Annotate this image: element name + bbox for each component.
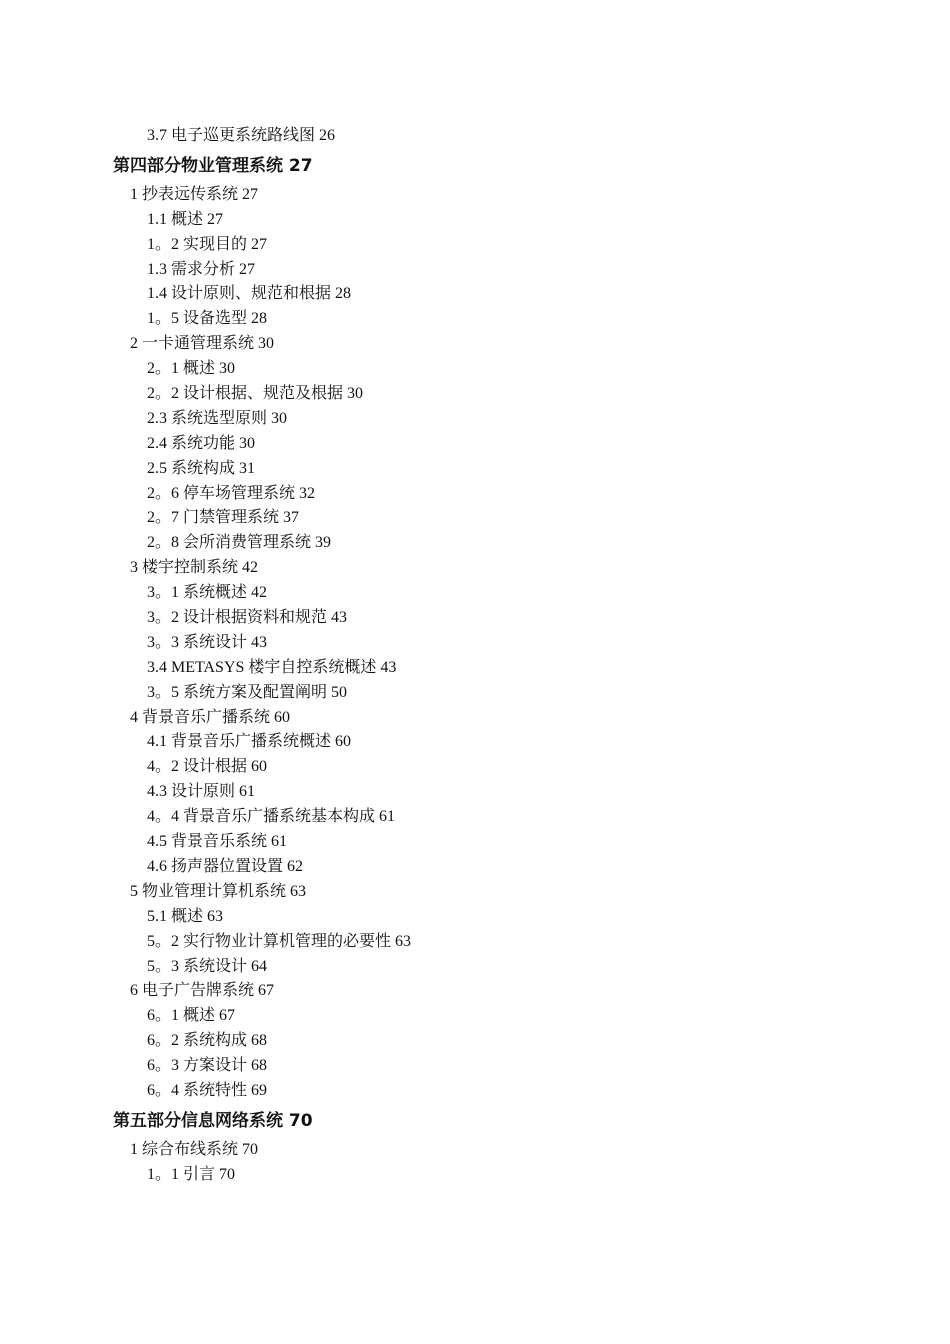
toc-chapter-entry: 4 背景音乐广播系统 60	[130, 708, 291, 726]
toc-section-entry: 4.1 背景音乐广播系统概述 60	[147, 733, 352, 751]
toc-section-entry: 1.3 需求分析 27	[147, 260, 256, 278]
toc-section-entry: 3。5 系统方案及配置阐明 50	[147, 683, 348, 701]
toc-chapter-entry: 1 抄表远传系统 27	[130, 185, 259, 203]
toc-section-entry: 1。2 实现目的 27	[147, 235, 268, 253]
toc-section-entry: 5。2 实行物业计算机管理的必要性 63	[147, 932, 412, 950]
toc-chapter-entry: 2 一卡通管理系统 30	[130, 335, 275, 353]
toc-chapter-entry: 1 综合布线系统 70	[130, 1140, 259, 1158]
table-of-contents	[0, 124, 950, 1188]
toc-section-entry: 1.1 概述 27	[147, 210, 224, 228]
toc-section-entry: 2.4 系统功能 30	[147, 434, 256, 452]
toc-section-entry: 6。2 系统构成 68	[147, 1032, 268, 1050]
toc-chapter-entry: 3 楼宇控制系统 42	[130, 559, 259, 577]
toc-chapter-entry: 5 物业管理计算机系统 63	[130, 882, 307, 900]
toc-section-entry: 3。1 系统概述 42	[147, 584, 268, 602]
toc-section-entry: 2。7 门禁管理系统 37	[147, 509, 300, 527]
toc-part-heading: 第四部分物业管理系统 27	[113, 155, 313, 176]
toc-section-entry: 3.4 METASYS 楼宇自控系统概述 43	[147, 658, 397, 676]
toc-section-entry: 5.1 概述 63	[147, 907, 224, 925]
toc-section-entry: 4。4 背景音乐广播系统基本构成 61	[147, 808, 396, 826]
toc-section-entry: 3.7 电子巡更系统路线图 26	[147, 127, 336, 144]
toc-section-entry: 2.3 系统选型原则 30	[147, 409, 288, 427]
toc-section-entry: 3。2 设计根据资料和规范 43	[147, 609, 348, 627]
toc-section-entry: 6。3 方案设计 68	[147, 1057, 268, 1075]
toc-section-entry: 5。3 系统设计 64	[147, 957, 268, 975]
toc-section-entry: 1。5 设备选型 28	[147, 310, 268, 328]
toc-section-entry: 3。3 系统设计 43	[147, 633, 268, 651]
toc-section-entry: 2。1 概述 30	[147, 360, 236, 378]
toc-section-entry: 6。4 系统特性 69	[147, 1081, 268, 1099]
toc-section-entry: 2。2 设计根据、规范及根据 30	[147, 385, 364, 403]
toc-section-entry: 4.6 扬声器位置设置 62	[147, 857, 304, 875]
toc-part-heading: 第五部分信息网络系统 70	[113, 1110, 313, 1131]
toc-section-entry: 4.5 背景音乐系统 61	[147, 833, 288, 851]
toc-section-entry: 2。6 停车场管理系统 32	[147, 484, 316, 502]
toc-section-entry: 4。2 设计根据 60	[147, 758, 268, 776]
toc-section-entry: 6。1 概述 67	[147, 1007, 236, 1025]
toc-section-entry: 4.3 设计原则 61	[147, 783, 256, 801]
toc-section-entry: 1.4 设计原则、规范和根据 28	[147, 285, 352, 303]
toc-chapter-entry: 6 电子广告牌系统 67	[130, 982, 275, 1000]
toc-section-entry: 2.5 系统构成 31	[147, 459, 256, 477]
toc-section-entry: 2。8 会所消费管理系统 39	[147, 534, 332, 552]
toc-section-entry: 1。1 引言 70	[147, 1165, 236, 1183]
